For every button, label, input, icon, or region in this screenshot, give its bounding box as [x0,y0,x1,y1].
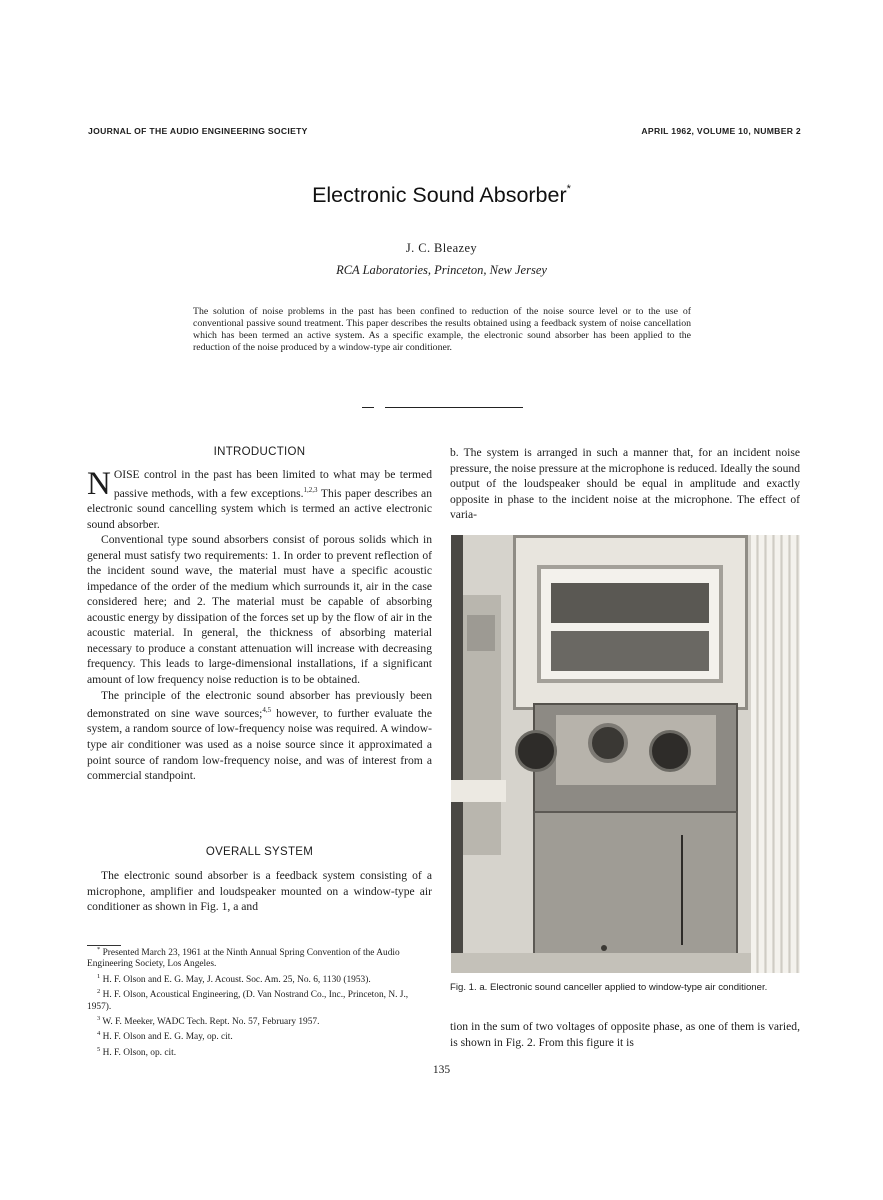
author-name: J. C. Bleazey [405,241,478,255]
photo-left-edge [451,535,463,973]
intro-paragraph-3 [87,688,432,784]
introduction-body [87,467,432,784]
photo-rack-panel [467,615,495,651]
intro-p3-text-a: The principle of the electronic sound absorber has previously been demonstrated on sine wave sources; [87,688,432,720]
photo-speaker-left [515,730,557,772]
footnote-item [87,1044,432,1059]
photo-cabinet-base [533,811,738,963]
introduction-heading: INTRODUCTION [213,446,306,458]
footnote-mark: 1 [97,972,101,980]
footnote-text: H. F. Olson, Acoustical Engineering, (D. Van Nostrand Co., Inc., Princeton, N. J., 1957). [87,990,409,1012]
author-affiliation: RCA Laboratories, Princeton, New Jersey [336,263,547,277]
footnote-item [87,986,432,1013]
issue-running-header: APRIL 1962, VOLUME 10, NUMBER 2 [641,126,801,136]
intro-paragraph-2: Conventional type sound absorbers consist of porous solids which in general must satisfy two requirements: 1. In order to prevent reflection of the incident sound wave, the material must have a specific acoustic impedance of the order of the medium which surrounds it, air in the case considered here; and 2. The material must be capable of absorbing acoustic energy by dissipation of the forces set up by the flow of air in the acoustic material. In general, the thickness of absorbing material necessary to produce a constant attenuation will increase with decreasing frequency. This leads to large-dimensional installations, if a significant amount of low frequency noise reduction is to be obtained. [87,533,432,686]
footnote-text: H. F. Olson and E. G. May, op. cit. [100,1032,233,1043]
overall-system-heading: OVERALL SYSTEM [205,846,314,858]
footnote-text: H. F. Olson and E. G. May, J. Acoust. Soc. Am. 25, No. 6, 1130 (1953). [100,974,371,985]
right-column-top-text [450,445,800,523]
photo-window-pane-lower [551,631,709,671]
footnotes [87,944,432,1059]
photo-window-pane-upper [551,583,709,623]
right-paragraph-next: tion in the sum of two voltages of opposite phase, as one of them is varied, is shown in Fig. 2. From this figure it is [450,1020,800,1049]
footnote-text: W. F. Meeker, WADC Tech. Rept. No. 57, February 1957. [100,1016,320,1027]
drop-cap: N [87,466,111,502]
footnote-item [87,944,432,971]
photo-table-top [451,780,506,802]
footnote-item [87,1028,432,1043]
intro-paragraph-1 [87,467,432,532]
intro-p1-text-a: OISE control in the past has been limited to what may be termed passive methods, with a few exceptions. [113,468,432,500]
photo-cabinet-knob [601,945,607,951]
right-paragraph-continued: b. The system is arranged in such a manner that, for an incident noise pressure, the noise pressure at the microphone is reduced. Ideally the sound output of the loudspeaker should be equal in amplitude and exactly opposite in phase to the incident noise at the microphone. The effect of varia- [450,446,800,522]
footnote-mark: 4 [97,1030,101,1038]
figure-1-photo [451,535,800,973]
section-divider-short [362,407,374,408]
intro-p1-refs: 1,2,3 [303,485,318,494]
footnote-mark: 2 [97,988,101,996]
title-footnote-mark: * [566,182,571,195]
article-title-text: Electronic Sound Absorber [312,183,567,207]
photo-speaker-right [649,730,691,772]
journal-running-header: JOURNAL OF THE AUDIO ENGINEERING SOCIETY [88,126,308,136]
intro-p3-refs: 4,5 [262,706,272,715]
article-title [0,183,883,208]
footnote-text: H. F. Olson, op. cit. [100,1047,177,1058]
photo-floor [451,953,751,973]
photo-grille-panel [556,715,716,785]
figure-1-caption: Fig. 1. a. Electronic sound canceller applied to window-type air conditioner. [450,982,768,993]
intro-p1-text-b: This paper describes an electronic sound cancelling system which is termed an active electronic sound absorber. [87,486,432,531]
overall-paragraph-1: The electronic sound absorber is a feedback system consisting of a microphone, amplifier and loudspeaker mounted on a window-type air conditioner as shown in Fig. 1, a and [87,869,432,914]
photo-microphone [588,723,628,763]
right-column-bottom-text [450,1019,800,1050]
footnote-mark: * [97,946,101,953]
footnote-mark: 5 [97,1045,101,1053]
footnote-item [87,1013,432,1028]
footnote-text: Presented March 23, 1961 at the Ninth Annual Spring Convention of the Audio Engineering Society, Los Angeles. [87,948,400,970]
footnote-mark: 3 [97,1014,101,1022]
footnote-item [87,971,432,986]
abstract: The solution of noise problems in the past has been confined to reduction of the noise source level or to the use of conventional passive sound treatment. This paper describes the results obtained using a feedback system of noise cancellation which has been termed an active system. As a specific example, the electronic sound absorber has been applied to the reduction of the noise produced by a window-type air conditioner. [193,306,691,353]
intro-p3-text-b: however, to further evaluate the system, a random source of low-frequency noise was required. A window-type air conditioner was used as a noise source since it approximated a point source of random low-frequency noise, and was of interest from a commercial standpoint. [87,706,432,783]
page-number: 135 [432,1064,451,1076]
photo-curtain [751,535,800,973]
overall-system-body [87,868,432,915]
photo-cable [681,835,683,945]
section-divider [385,407,523,408]
